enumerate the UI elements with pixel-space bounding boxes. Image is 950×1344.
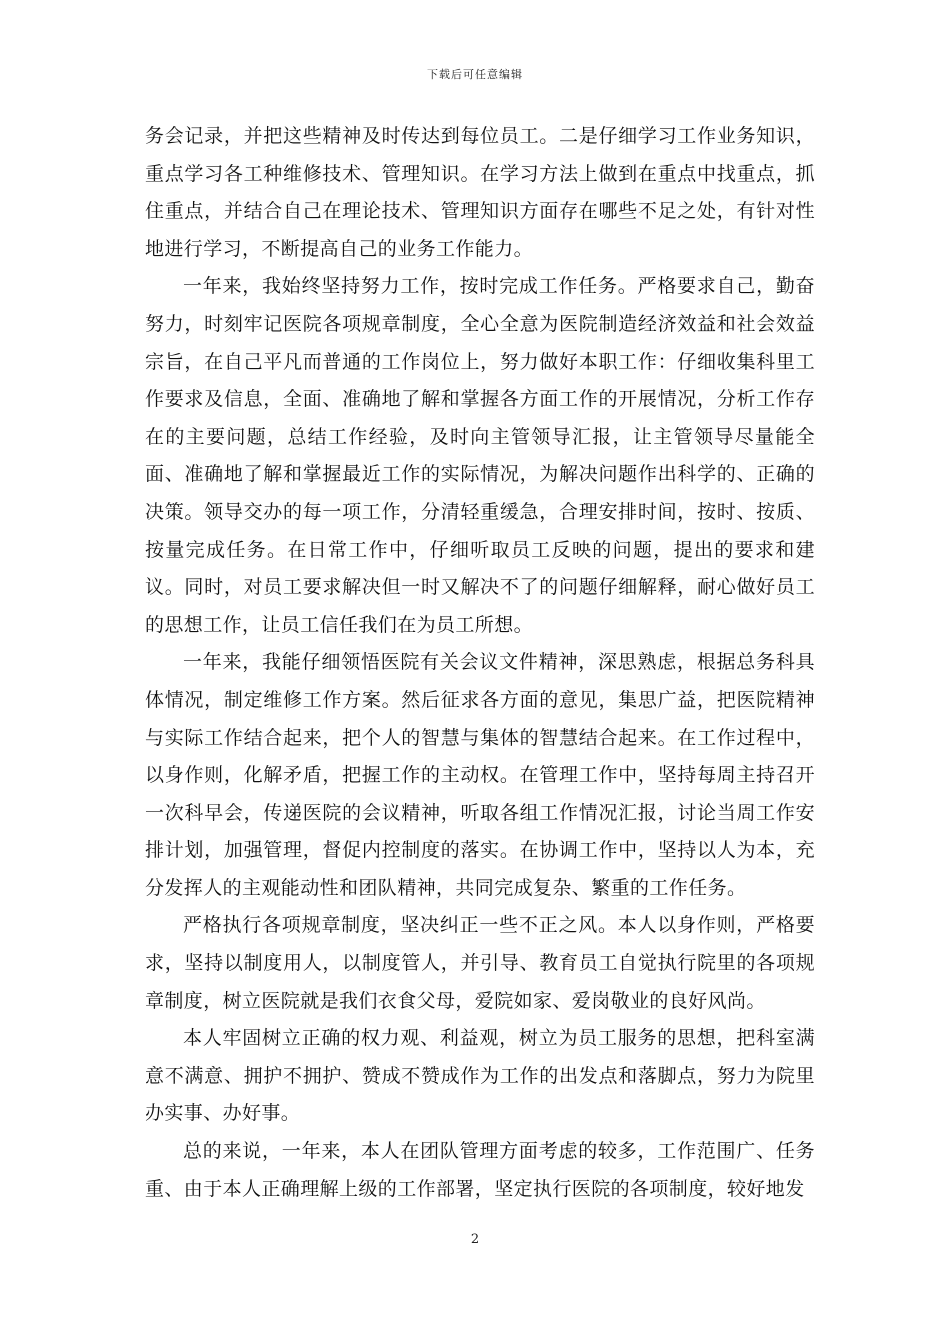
paragraph-5: 本人牢固树立正确的权力观、利益观，树立为员工服务的思想，把科室满意不满意、拥护不拥护、赞成不赞成作为工作的出发点和落脚点，努力为院里办实事、办好事。: [145, 1027, 815, 1125]
paragraph-4: 严格执行各项规章制度，坚决纠正一些不正之风。本人以身作则，严格要求，坚持以制度用人，以制度管人，并引导、教育员工自觉执行院里的各项规章制度，树立医院就是我们衣食父母，爱院如家、爱岗敬业的良好风尚。: [145, 914, 815, 1012]
paragraph-2: 一年来，我始终坚持努力工作，按时完成工作任务。严格要求自己，勤奋努力，时刻牢记医院各项规章制度，全心全意为医院制造经济效益和社会效益宗旨，在自己平凡而普通的工作岗位上，努力做好本职工作：仔细收集科里工作要求及信息，全面、准确地了解和掌握各方面工作的开展情况，分析工作存在的主要问题，总结工作经验，及时向主管领导汇报，让主管领导尽量能全面、准确地了解和掌握最近工作的实际情况，为解决问题作出科学的、正确的决策。领导交办的每一项工作，分清轻重缓急，合理安排时间，按时、按质、按量完成任务。在日常工作中，仔细听取员工反映的问题，提出的要求和建议。同时，对员工要求解决但一时又解决不了的问题仔细解释，耐心做好员工的思想工作，让员工信任我们在为员工所想。: [145, 275, 815, 636]
page-header: 下载后可任意编辑: [427, 68, 523, 81]
document-body: [145, 118, 815, 1208]
page-number: 2: [470, 1232, 480, 1247]
paragraph-6: 总的来说，一年来，本人在团队管理方面考虑的较多，工作范围广、任务重、由于本人正确理解上级的工作部署，坚定执行医院的各项制度，较好地发: [145, 1140, 815, 1200]
paragraph-1: 务会记录，并把这些精神及时传达到每位员工。二是仔细学习工作业务知识，重点学习各工种维修技术、管理知识。在学习方法上做到在重点中找重点，抓住重点，并结合自己在理论技术、管理知识方面存在哪些不足之处，有针对性地进行学习，不断提高自己的业务工作能力。: [145, 125, 815, 260]
paragraph-3: 一年来，我能仔细领悟医院有关会议文件精神，深思熟虑，根据总务科具体情况，制定维修工作方案。然后征求各方面的意见，集思广益，把医院精神与实际工作结合起来，把个人的智慧与集体的智慧结合起来。在工作过程中，以身作则，化解矛盾，把握工作的主动权。在管理工作中，坚持每周主持召开一次科早会，传递医院的会议精神，听取各组工作情况汇报，讨论当周工作安排计划，加强管理，督促内控制度的落实。在协调工作中，坚持以人为本，充分发挥人的主观能动性和团队精神，共同完成复杂、繁重的工作任务。: [145, 651, 815, 899]
